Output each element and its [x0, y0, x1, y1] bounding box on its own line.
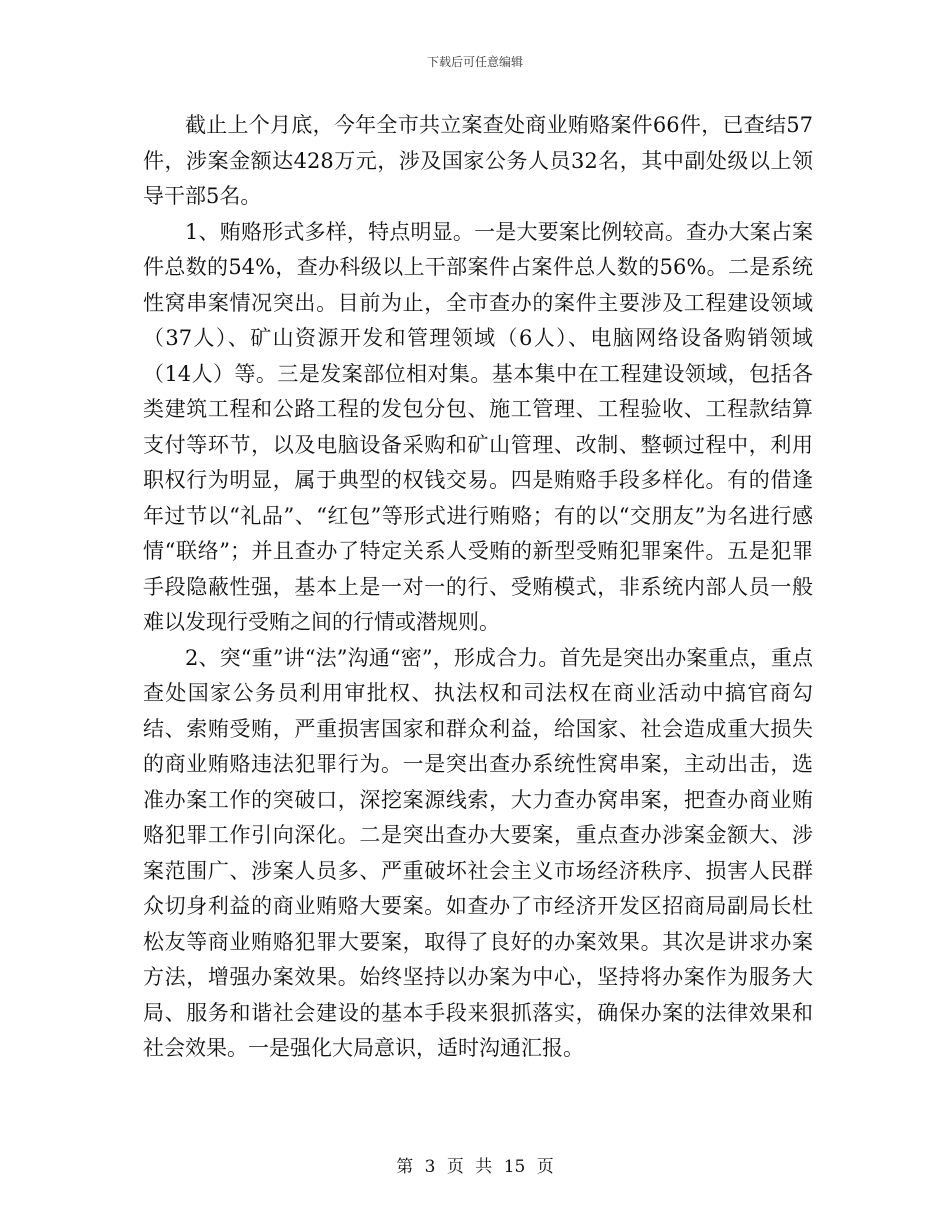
paragraph-section-2: 2、突“重”讲“法”沟通“密”，形成合力。首先是突出办案重点，重点查处国家公务员利用审批权、执法权和司法权在商业活动中搞官商勾结、索贿受贿，严重损害国家和群众利益，给国家、社会造成重大损失的商业贿赂违法犯罪行为。一是突出查办系统性窝串案，主动出击，选准办案工作的突破口，深挖案源线索，大力查办窝串案，把查办商业贿赂犯罪工作引向深化。二是突出查办大要案，重点查办涉案金额大、涉案范围广、涉案人员多、严重破坏社会主义市场经济秩序、损害人民群众切身利益的商业贿赂大要案。如查办了市经济开发区招商局副局长杜松友等商业贿赂犯罪大要案，取得了良好的办案效果。其次是讲求办案方法，增强办案效果。始终坚持以办案为中心，坚持将办案作为服务大局、服务和谐社会建设的基本手段来狠抓落实，确保办案的法律效果和社会效果。一是强化大局意识，适时沟通汇报。	[143, 645, 813, 1060]
page-header-note: 下载后可任意编辑	[426, 55, 523, 69]
body-text	[143, 108, 813, 1067]
paragraph-summary: 截止上个月底，今年全市共立案查处商业贿赂案件66件，已查结57件，涉案金额达428万元，涉及国家公务人员32名，其中副处级以上领导干部5名。	[143, 113, 813, 208]
page-number-footer: 第 3 页 共 15 页	[396, 1157, 554, 1177]
paragraph-section-1: 1、贿赂形式多样，特点明显。一是大要案比例较高。查办大案占案件总数的54%，查办科级以上干部案件占案件总人数的56%。二是系统性窝串案情况突出。目前为止，全市查办的案件主要涉及工程建设领域（37人）、矿山资源开发和管理领域（6人）、电脑网络设备购销领域（14人）等。三是发案部位相对集。基本集中在工程建设领域，包括各类建筑工程和公路工程的发包分包、施工管理、工程验收、工程款结算支付等环节，以及电脑设备采购和矿山管理、改制、整顿过程中，利用职权行为明显，属于典型的权钱交易。四是贿赂手段多样化。有的借逢年过节以“礼品”、“红包”等形式进行贿赂；有的以“交朋友”为名进行感情“联络”；并且查办了特定关系人受贿的新型受贿犯罪案件。五是犯罪手段隐蔽性强，基本上是一对一的行、受贿模式，非系统内部人员一般难以发现行受贿之间的行情或潜规则。	[143, 219, 813, 634]
